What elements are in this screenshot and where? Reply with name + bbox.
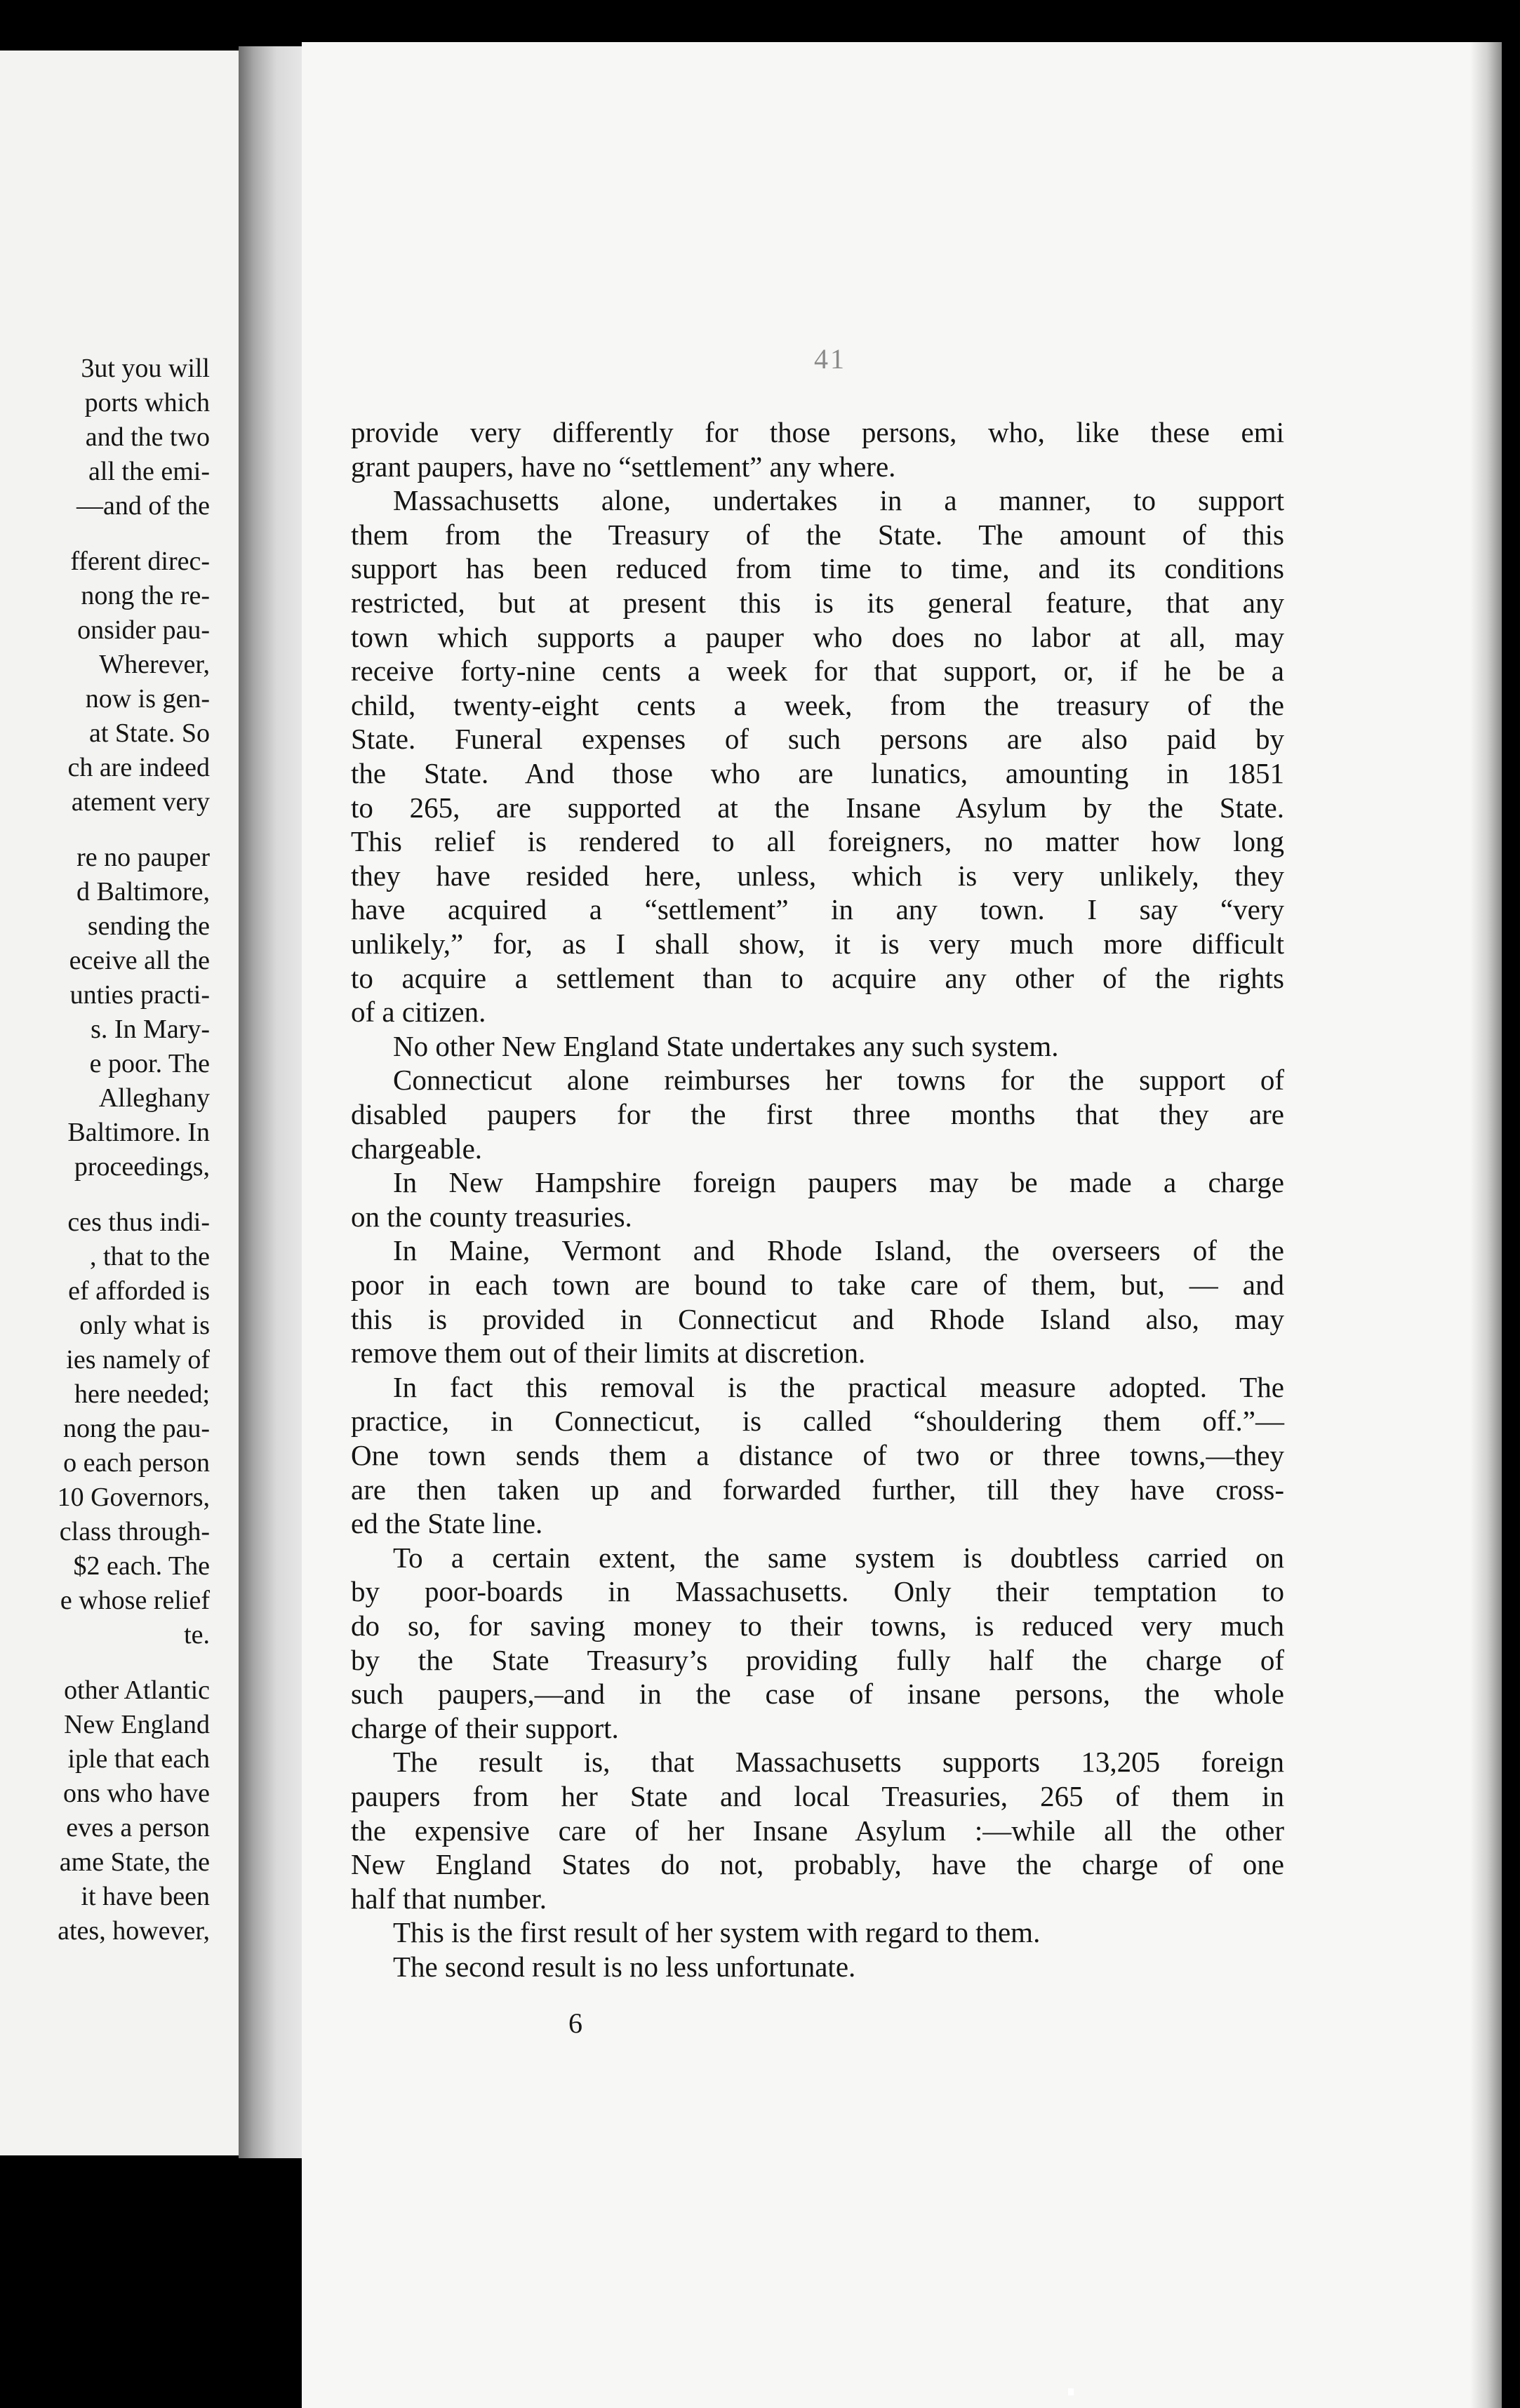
left-page-line: ef afforded is <box>68 1276 210 1306</box>
left-page-line: eceive all the <box>69 946 210 975</box>
text-line: this is provided in Connecticut and Rhode Island also, may <box>351 1302 1284 1335</box>
left-page-line: all the emi- <box>88 457 210 486</box>
text-line: receive forty-nine cents a week for that support, or, if he be a <box>351 655 1284 688</box>
text-line: are then taken up and forwarded further, till they have cross- <box>351 1473 1284 1506</box>
text-line: unlikely,” for, as I shall show, it is very much more difficult <box>351 928 1284 960</box>
text-line: No other New England State undertakes any such system. <box>393 1029 1059 1062</box>
left-page-line: iple that each <box>67 1744 210 1774</box>
text-line: disabled paupers for the first three months that they are <box>351 1098 1284 1130</box>
left-page-line: Baltimore. In <box>67 1118 210 1147</box>
text-line: do so, for saving money to their towns, is reduced very much <box>351 1610 1284 1642</box>
text-line: In Maine, Vermont and Rhode Island, the overseers of the <box>393 1234 1284 1267</box>
left-page-line: ame State, the <box>59 1847 210 1877</box>
text-line: The result is, that Massachusetts supports 13,205 foreign <box>393 1746 1284 1779</box>
text-line: charge of their support. <box>351 1711 619 1744</box>
text-line: This relief is rendered to all foreigners, no matter how long <box>351 825 1284 858</box>
text-line: the expensive care of her Insane Asylum :—while all the other <box>351 1814 1284 1847</box>
text-line: One town sends them a distance of two or three towns,—they <box>351 1439 1284 1471</box>
left-page-line: other Atlantic <box>64 1675 210 1705</box>
left-page-line: —and of the <box>76 491 210 521</box>
left-page-line: nong the re- <box>81 581 210 610</box>
page-edge-shadow <box>1470 42 1502 2408</box>
left-page-line: class through- <box>59 1517 210 1546</box>
text-line: they have resided here, unless, which is very unlikely, they <box>351 859 1284 892</box>
left-page-line: here needed; <box>74 1379 210 1409</box>
left-page-line: only what is <box>79 1311 210 1340</box>
text-line: practice, in Connecticut, is called “shouldering them off.”— <box>351 1405 1284 1438</box>
left-page-line: atement very <box>71 787 210 817</box>
page-number: 41 <box>814 343 846 375</box>
left-page-line: d Baltimore, <box>76 877 210 907</box>
left-page-line: fferent direc- <box>70 547 210 576</box>
left-page-line: re no pauper <box>76 843 210 872</box>
text-line: them from the Treasury of the State. The amount of this <box>351 518 1284 551</box>
left-page-line: ces thus indi- <box>67 1208 210 1237</box>
text-line: Connecticut alone reimburses her towns for the support of <box>393 1064 1284 1097</box>
text-line: such paupers,—and in the case of insane persons, the whole <box>351 1678 1284 1711</box>
left-page-line: unties practi- <box>69 980 210 1010</box>
text-line: the State. And those who are lunatics, amounting in 1851 <box>351 757 1284 789</box>
text-line: remove them out of their limits at discretion. <box>351 1337 866 1370</box>
left-page-line: $2 each. The <box>73 1551 210 1581</box>
left-page-line: ies namely of <box>66 1345 210 1374</box>
text-line: to 265, are supported at the Insane Asylum by the State. <box>351 791 1284 824</box>
left-page-line: e whose relief <box>60 1586 210 1615</box>
text-line: have acquired a “settlement” in any town. I say “very <box>351 893 1284 926</box>
scan-speck <box>1068 2388 1074 2395</box>
left-page-line: ates, however, <box>58 1916 210 1946</box>
text-line: The second result is no less unfortunate. <box>393 1951 856 1983</box>
left-page-line: o each person <box>63 1448 210 1478</box>
left-page-line: ch are indeed <box>67 753 210 782</box>
left-page-line: Alleghany <box>98 1083 210 1113</box>
text-line: grant paupers, have no “settlement” any where. <box>351 450 896 483</box>
text-line: to acquire a settlement than to acquire any other of the rights <box>351 961 1284 994</box>
left-page-line: eves a person <box>66 1813 210 1842</box>
text-line: on the county treasuries. <box>351 1200 632 1233</box>
text-line: Massachusetts alone, undertakes in a manner, to support <box>393 484 1284 517</box>
text-line: In New Hampshire foreign paupers may be made a charge <box>393 1166 1284 1199</box>
left-page-line: proceedings, <box>74 1152 210 1182</box>
text-line: half that number. <box>351 1882 547 1915</box>
left-page-line: 10 Governors, <box>57 1483 210 1512</box>
text-line: by the State Treasury’s providing fully half the charge of <box>351 1643 1284 1676</box>
text-line: town which supports a pauper who does no labor at all, may <box>351 620 1284 653</box>
left-page-line: te. <box>184 1620 210 1650</box>
text-line: This is the first result of her system with regard to them. <box>393 1916 1041 1949</box>
text-line: To a certain extent, the same system is doubtless carried on <box>393 1541 1284 1574</box>
text-line: poor in each town are bound to take care of them, but, — and <box>351 1269 1284 1301</box>
text-line: child, twenty-eight cents a week, from the treasury of the <box>351 688 1284 721</box>
text-line: ed the State line. <box>351 1507 543 1540</box>
left-page-line: now is gen- <box>85 684 210 714</box>
text-line: State. Funeral expenses of such persons are also paid by <box>351 723 1284 756</box>
left-page-line: 3ut you will <box>81 354 210 383</box>
left-page-line: , that to the <box>90 1242 210 1271</box>
text-line: by poor-boards in Massachusetts. Only their temptation to <box>351 1575 1284 1608</box>
text-line: paupers from her State and local Treasuries, 265 of them in <box>351 1780 1284 1812</box>
left-page-line: and the two <box>85 422 210 452</box>
left-page-line: it have been <box>81 1882 210 1911</box>
text-line: restricted, but at present this is its general feature, that any <box>351 587 1284 619</box>
text-line: In fact this removal is the practical measure adopted. The <box>393 1370 1284 1403</box>
signature-mark: 6 <box>568 2007 582 2039</box>
left-page-line: New England <box>64 1710 210 1739</box>
left-page-line: sending the <box>87 911 210 941</box>
left-page-line: at State. So <box>88 718 210 748</box>
left-page-line: Wherever, <box>99 650 210 679</box>
left-page-line: onsider pau- <box>77 615 210 645</box>
left-page-line: ons who have <box>63 1779 210 1808</box>
text-line: New England States do not, probably, have the charge of one <box>351 1848 1284 1881</box>
text-line: of a citizen. <box>351 996 486 1029</box>
left-page-line: e poor. The <box>89 1049 210 1078</box>
left-page-line: s. In Mary- <box>91 1015 210 1044</box>
text-line: support has been reduced from time to time, and its conditions <box>351 552 1284 585</box>
left-page-line: nong the pau- <box>63 1414 210 1443</box>
left-page <box>0 51 249 2155</box>
text-line: provide very differently for those persons, who, like these emi <box>351 416 1284 448</box>
text-line: chargeable. <box>351 1132 483 1165</box>
left-page-line: ports which <box>84 388 210 417</box>
